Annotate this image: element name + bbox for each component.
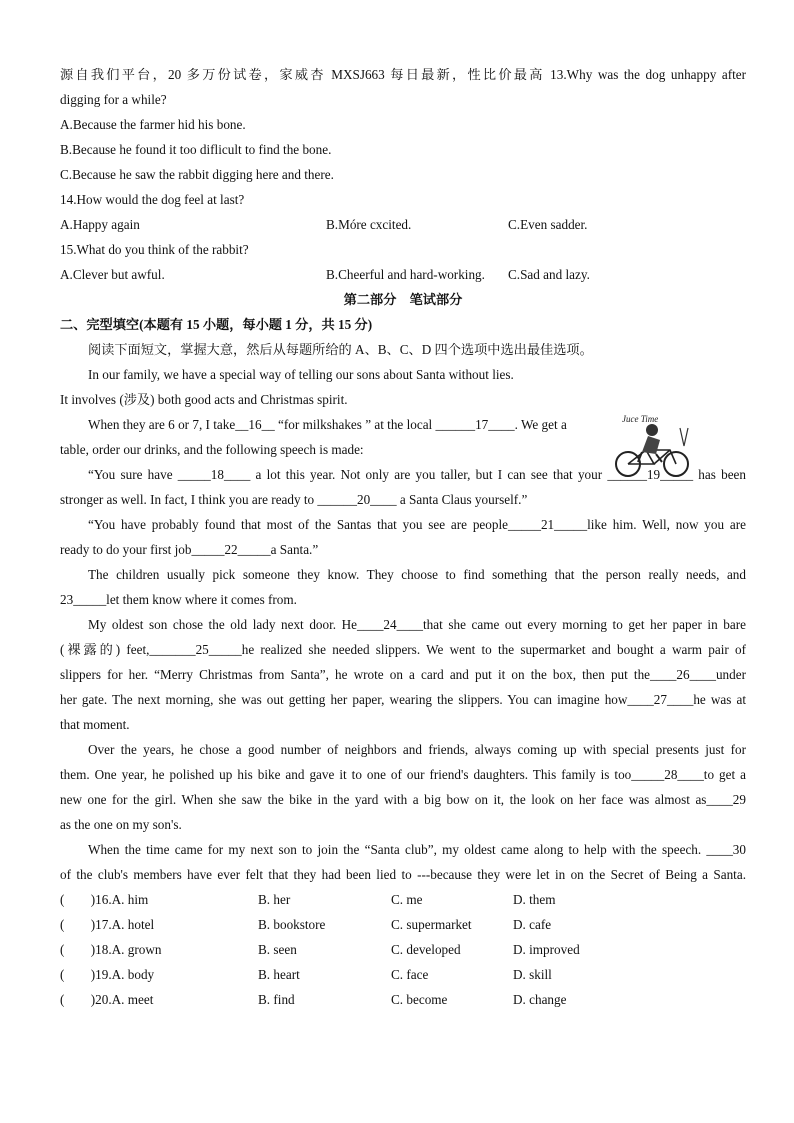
option-d: D. improved — [513, 942, 580, 957]
option-row — [60, 887, 746, 912]
option-row — [60, 912, 746, 937]
passage-line: 23_____let them know where it comes from. — [60, 592, 297, 607]
passage-line: “You have probably found that most of the Santas that you see are people_____21_____like him. Well, now you are — [88, 517, 746, 532]
passage-line: In our family, we have a special way of telling our sons about Santa without lies. — [88, 367, 514, 382]
option-a: ( )20.A. meet — [60, 992, 154, 1007]
option-c: C. supermarket — [391, 917, 472, 932]
option-row — [60, 962, 746, 987]
picture-label: Juce Time — [622, 414, 659, 424]
option-b: B. her — [258, 892, 291, 907]
passage-line: Over the years, he chose a good number of neighbors and friends, always coming up with special presents just for — [88, 742, 746, 757]
question-15: 15.What do you think of the rabbit? — [60, 242, 249, 257]
q14-option-c: C.Even sadder. — [508, 217, 588, 232]
q15-options — [60, 262, 746, 287]
passage-line: When they are 6 or 7, I take__16__ “for milkshakes ” at the local ______17____. We get a — [88, 417, 567, 432]
passage-line: her gate. The next morning, she was out getting her paper, wearing the slippers. You can imagine how____27____he was at — [60, 692, 746, 707]
option-a: ( )18.A. grown — [60, 942, 162, 957]
option-row — [60, 937, 746, 962]
option-b: B. find — [258, 992, 295, 1007]
option-d: D. cafe — [513, 917, 552, 932]
passage-line: stronger as well. In fact, I think you are ready to ______20____ a Santa Claus yourself.” — [60, 492, 528, 507]
option-c: C. become — [391, 992, 448, 1007]
q13-option-a: A.Because the farmer hid his bone. — [60, 117, 246, 132]
q15-option-b: B.Cheerful and hard-working. — [326, 267, 485, 282]
cyclist-illustration — [608, 410, 694, 480]
passage-line: It involves (涉及) both good acts and Christmas spirit. — [60, 392, 348, 407]
option-d: D. skill — [513, 967, 552, 982]
question-14: 14.How would the dog feel at last? — [60, 192, 245, 207]
passage-line: The children usually pick someone they know. They choose to find something that the person really needs, and — [88, 567, 746, 582]
exam-page — [60, 62, 746, 1012]
passage-line: “You sure have _____18____ a lot this year. Not only are you taller, but I can see that your ______19_____ has been — [88, 467, 746, 482]
passage-line: slippers for her. “Merry Christmas from Santa”, he wrote on a card and put it on the box, then put the____26____under — [60, 667, 746, 682]
passage-line: as the one on my son's. — [60, 817, 182, 832]
option-b: B. bookstore — [258, 917, 326, 932]
passage-line: (裸露的) feet,_______25_____he realized she needed slippers. We went to the supermarket and bought a warm pair of — [60, 642, 746, 657]
option-c: C. me — [391, 892, 423, 907]
passage-line: When the time came for my next son to join the “Santa club”, my oldest came along to help with the speech. ____30 — [88, 842, 746, 857]
question-13-text: digging for a while? — [60, 92, 167, 107]
option-row — [60, 987, 746, 1012]
option-a: ( )16.A. him — [60, 892, 149, 907]
q15-option-c: C.Sad and lazy. — [508, 267, 590, 282]
option-d: D. them — [513, 892, 556, 907]
section-heading: 二、完型填空(本题有 15 小题，每小题 1 分，共 15 分) — [60, 317, 373, 332]
passage-line: table, order our drinks, and the following speech is made: — [60, 442, 364, 457]
q14-option-a: A.Happy again — [60, 217, 140, 232]
q15-option-a: A.Clever but awful. — [60, 267, 165, 282]
option-d: D. change — [513, 992, 567, 1007]
passage-line: My oldest son chose the old lady next door. He____24____that she came out every morning to get her paper in bare — [88, 617, 746, 632]
q13-option-c: C.Because he saw the rabbit digging here and there. — [60, 167, 334, 182]
option-b: B. seen — [258, 942, 297, 957]
bike-icon — [608, 410, 694, 480]
passage-line: ready to do your first job_____22_____a Santa.” — [60, 542, 319, 557]
passage-line: new one for the girl. When she saw the bike in the yard with a big bow on it, the look on her face was almost as____29 — [60, 792, 746, 807]
q13-option-b: B.Because he found it too diflicult to find the bone. — [60, 142, 332, 157]
option-a: ( )19.A. body — [60, 967, 155, 982]
q14-options — [60, 212, 746, 237]
passage-line: of the club's members have ever felt that they had been lied to ---because they were let in on the Secret of Being a Santa. — [60, 867, 746, 882]
part-heading: 第二部分 笔试部分 — [343, 292, 463, 307]
header-line: 源自我们平台，20 多万份试卷，家威杏 MXSJ663 每日最新，性比价最高 13.Why was the dog unhappy after — [60, 67, 746, 82]
option-c: C. developed — [391, 942, 461, 957]
passage-line: that moment. — [60, 717, 130, 732]
option-c: C. face — [391, 967, 429, 982]
option-b: B. heart — [258, 967, 300, 982]
q14-option-b: B.Móre cxcited. — [326, 217, 412, 232]
option-a: ( )17.A. hotel — [60, 917, 155, 932]
instruction: 阅读下面短文，掌握大意，然后从每题所给的 A、B、C、D 四个选项中选出最佳选项。 — [88, 342, 593, 357]
passage-line: them. One year, he polished up his bike and gave it to one of our friend's daughters. This family is too_____28____to get a — [60, 767, 746, 782]
